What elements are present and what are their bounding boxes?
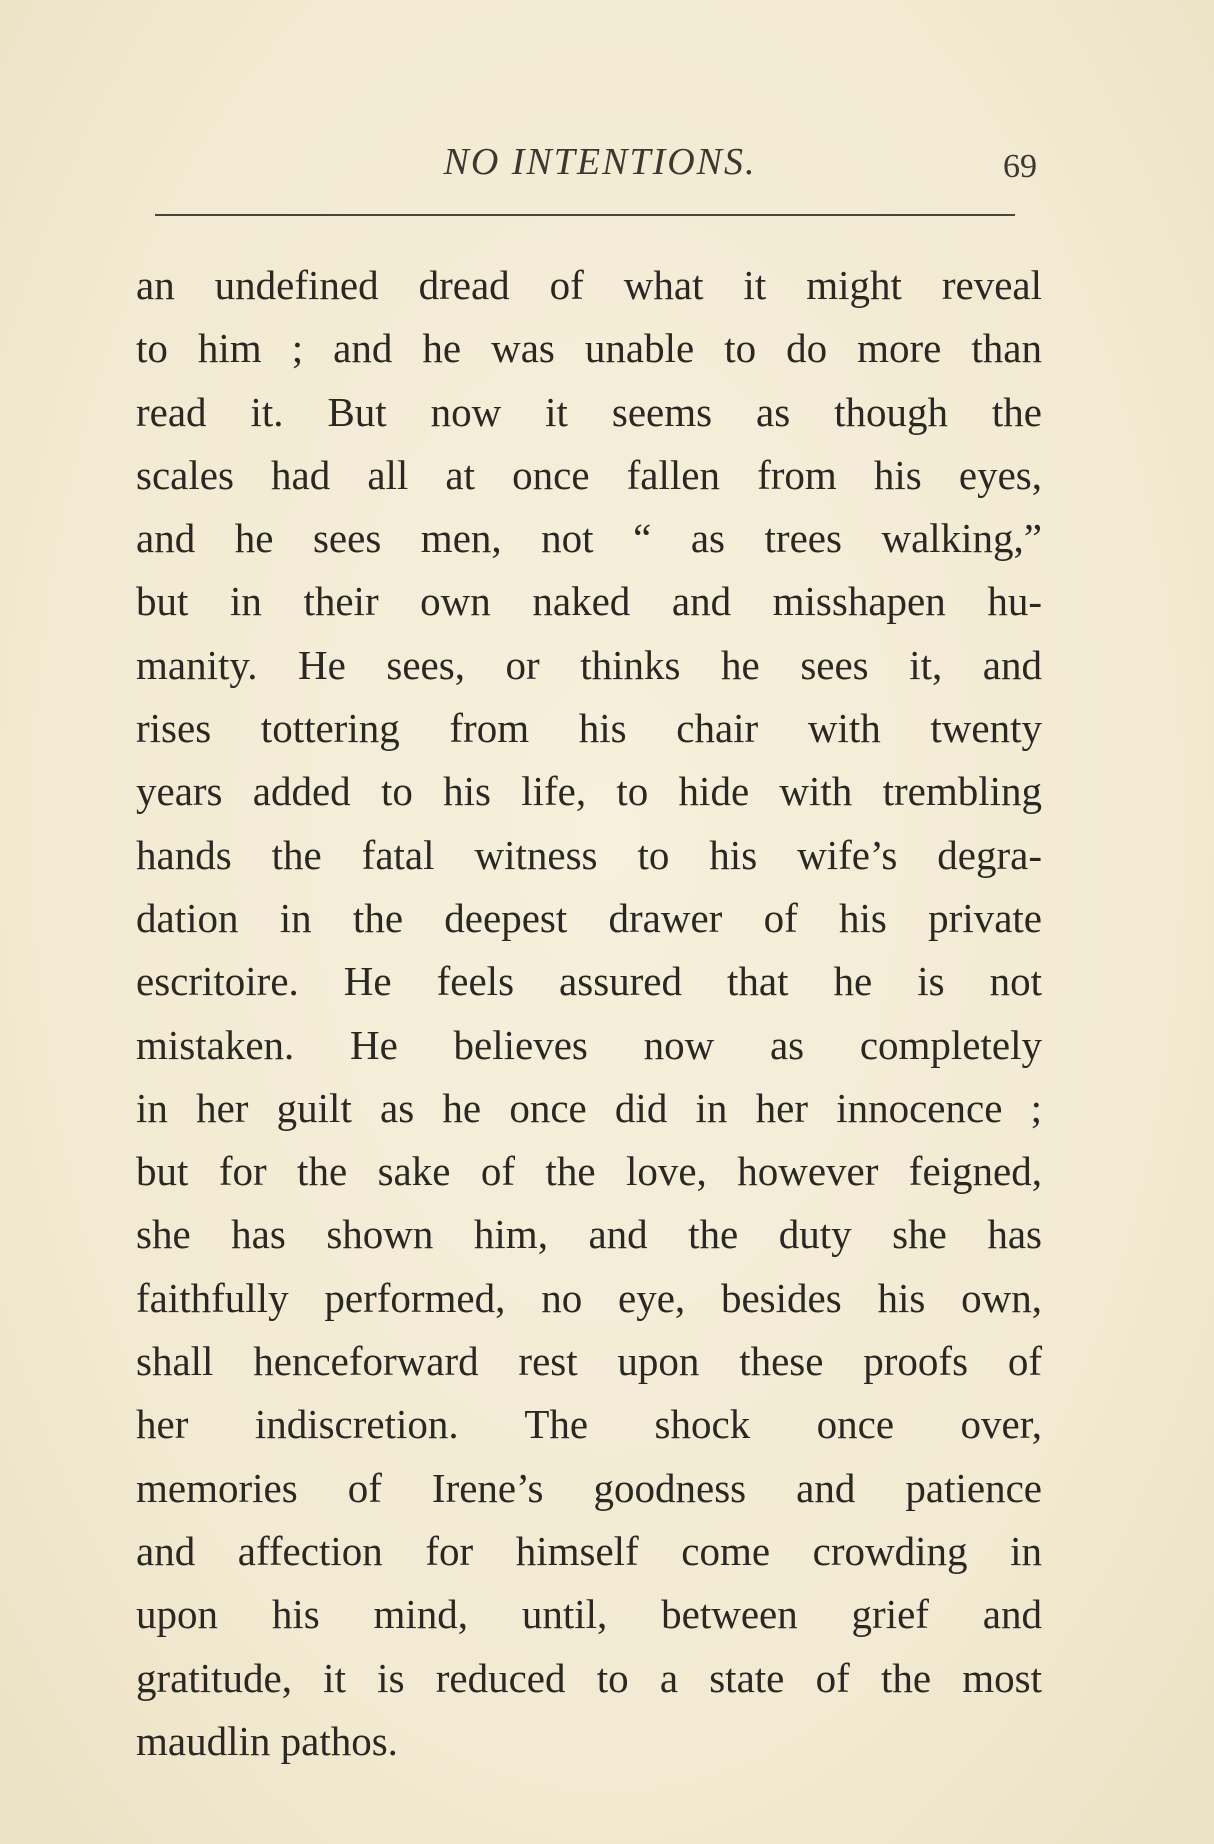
text-line: shall henceforward rest upon these proofs of — [136, 1338, 1042, 1385]
text-line: rises tottering from his chair with twenty — [136, 705, 1042, 752]
text-line: dation in the deepest drawer of his private — [136, 894, 1042, 941]
text-line: her indiscretion. The shock once over, — [136, 1401, 1042, 1448]
body-text — [136, 254, 1042, 1773]
text-line: years added to his life, to hide with trembling — [136, 768, 1042, 815]
text-line: memories of Irene’s goodness and patience — [136, 1464, 1042, 1511]
text-line: she has shown him, and the duty she has — [136, 1211, 1042, 1258]
page-number: 69 — [1003, 148, 1037, 185]
text-line: mistaken. He believes now as completely — [136, 1021, 1042, 1068]
text-line: read it. But now it seems as though the — [136, 388, 1042, 435]
text-line: to him ; and he was unable to do more than — [136, 325, 1042, 372]
text-line: manity. He sees, or thinks he sees it, and — [136, 641, 1042, 688]
text-line: maudlin pathos. — [136, 1717, 398, 1764]
text-line: upon his mind, until, between grief and — [136, 1591, 1042, 1638]
text-line: but for the sake of the love, however feigned, — [136, 1148, 1042, 1195]
text-line: gratitude, it is reduced to a state of the most — [136, 1654, 1042, 1701]
text-line: faithfully performed, no eye, besides his own, — [136, 1274, 1042, 1321]
text-line: an undefined dread of what it might reveal — [136, 262, 1042, 308]
text-line: and affection for himself come crowding in — [136, 1527, 1042, 1574]
text-line: in her guilt as he once did in her innocence ; — [136, 1084, 1042, 1131]
text-line: but in their own naked and misshapen hu- — [136, 578, 1042, 625]
text-line: escritoire. He feels assured that he is not — [136, 958, 1042, 1005]
text-line: and he sees men, not “ as trees walking,” — [136, 515, 1042, 562]
running-head — [155, 140, 1045, 190]
running-title: NO INTENTIONS. — [443, 141, 757, 183]
header-rule — [155, 214, 1015, 216]
text-line: hands the fatal witness to his wife’s degra- — [136, 831, 1042, 878]
text-line: scales had all at once fallen from his eyes, — [136, 451, 1042, 498]
